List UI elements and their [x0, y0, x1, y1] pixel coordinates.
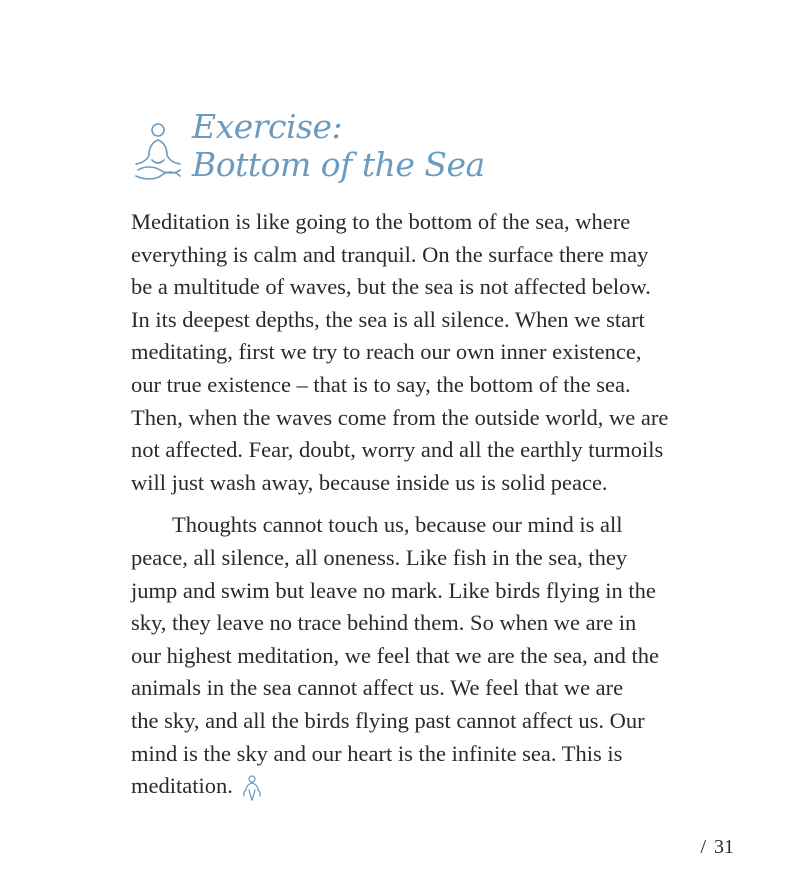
text-line: Meditation is like going to the bottom of the sea, where	[131, 209, 631, 234]
text-line: jump and swim but leave no mark. Like birds flying in the	[131, 577, 656, 603]
body-text	[131, 206, 676, 803]
text-line: be a multitude of waves, but the sea is not affected below.	[131, 274, 651, 300]
text-line: Then, when the waves come from the outside world, we are	[131, 404, 669, 430]
exercise-heading	[128, 108, 688, 192]
page-number	[700, 836, 734, 859]
text-line-end: meditation.	[131, 773, 233, 799]
title-line-1: Exercise:	[192, 107, 343, 146]
text-line: our true existence – that is to say, the bottom of the sea.	[131, 371, 631, 397]
text-line: will just wash away, because inside us is solid peace.	[131, 469, 608, 495]
ornament-icon	[241, 773, 263, 801]
page-number-value: 31	[714, 836, 734, 858]
page-number-slash: /	[700, 836, 706, 858]
text-line: our highest meditation, we feel that we are the sea, and the	[131, 642, 659, 668]
text-line: In its deepest depths, the sea is all silence. When we start	[131, 306, 645, 332]
text-line: animals in the sea cannot affect us. We feel that we are	[131, 675, 624, 701]
paragraph-1	[131, 206, 676, 499]
last-text-line	[131, 770, 676, 803]
title-line-2: Bottom of the Sea	[192, 145, 485, 184]
text-line: Thoughts cannot touch us, because our mind is all	[172, 512, 623, 538]
text-line: sky, they leave no trace behind them. So when we are in	[131, 610, 637, 636]
text-line: peace, all silence, all oneness. Like fish in the sea, they	[131, 544, 628, 570]
meditator-icon	[132, 120, 184, 184]
text-line: everything is calm and tranquil. On the surface there may	[131, 241, 649, 267]
paragraph-2	[131, 509, 676, 802]
text-line: not affected. Fear, doubt, worry and all the earthly turmoils	[131, 437, 664, 463]
exercise-title	[192, 108, 485, 184]
text-line: the sky, and all the birds flying past cannot affect us. Our	[131, 707, 645, 733]
text-line: meditating, first we try to reach our own inner existence,	[131, 339, 642, 365]
text-line: mind is the sky and our heart is the infinite sea. This is	[131, 740, 623, 766]
